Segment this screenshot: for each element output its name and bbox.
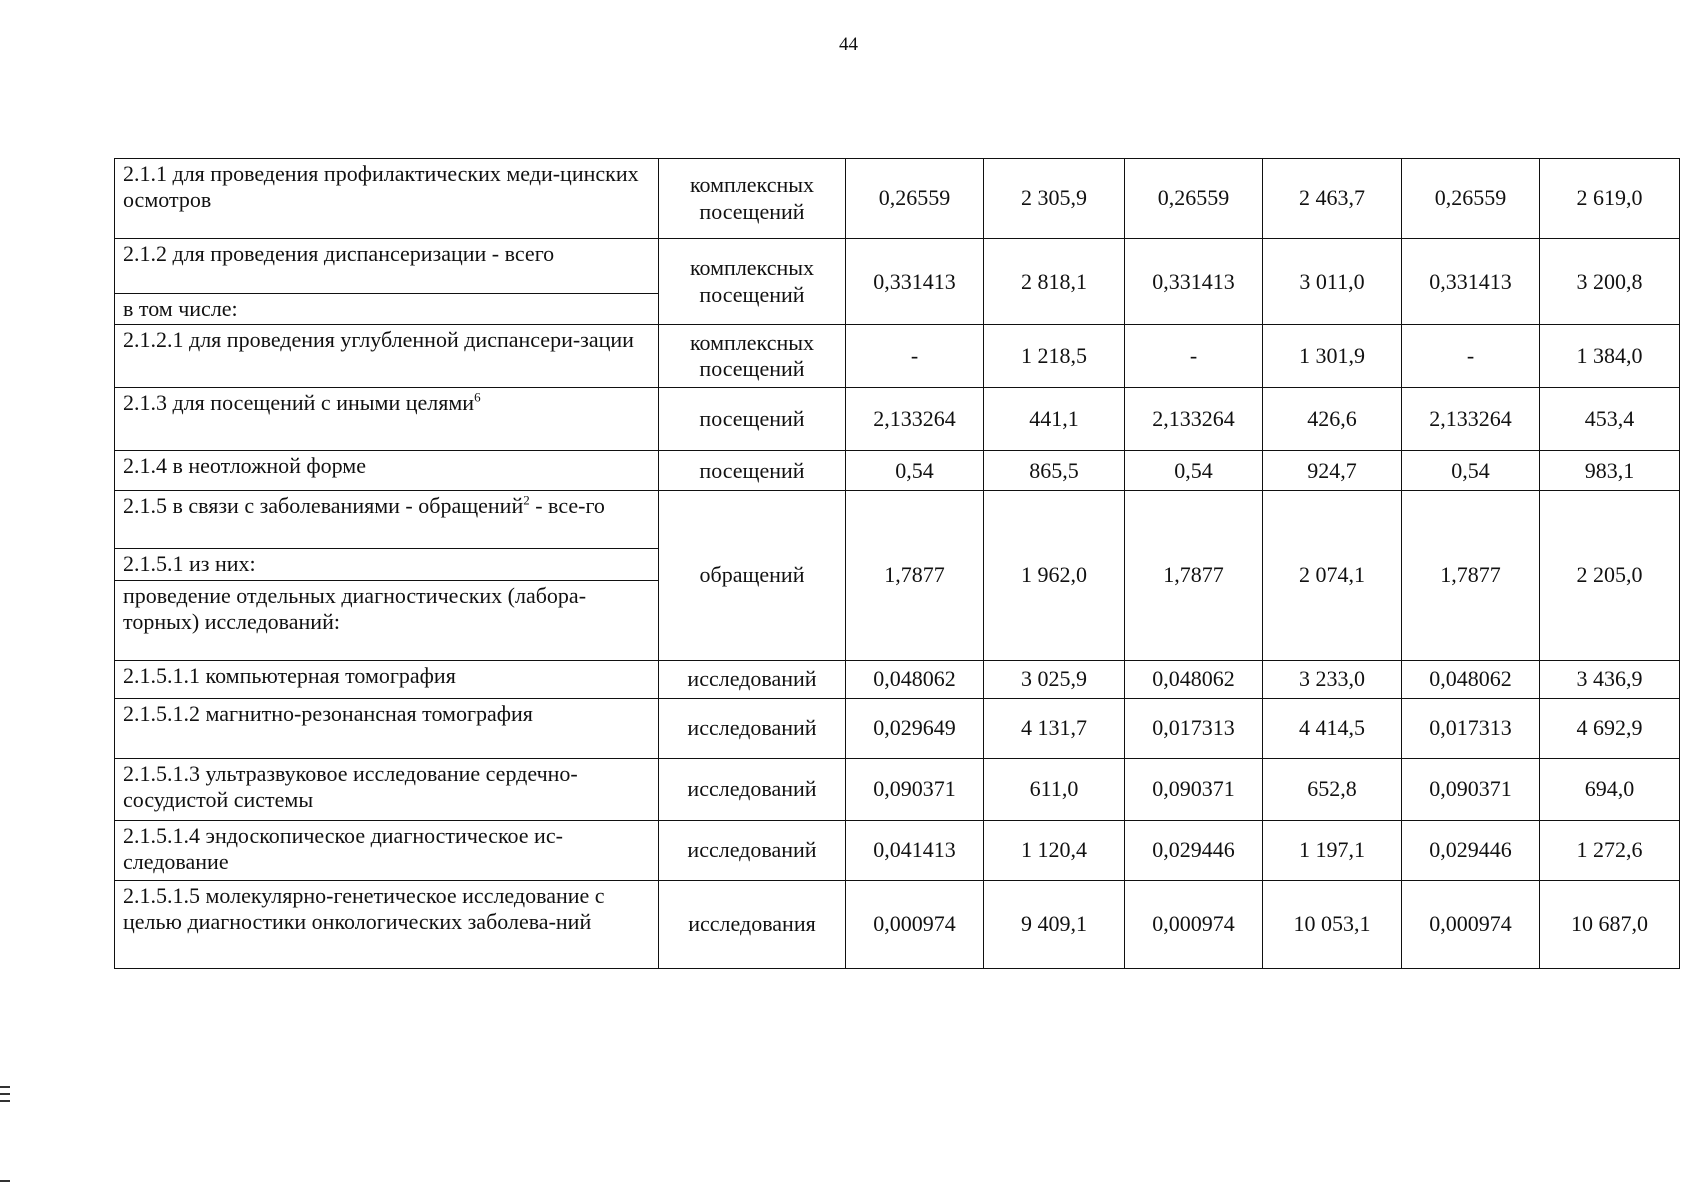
cell-value: 983,1 bbox=[1540, 451, 1680, 491]
cell-value: 3 436,9 bbox=[1540, 660, 1680, 698]
cell-value: 0,000974 bbox=[1125, 880, 1263, 968]
cell-value: 2,133264 bbox=[846, 388, 984, 451]
cell-value: 0,048062 bbox=[1402, 660, 1540, 698]
row-unit: комплексных посещений bbox=[659, 239, 846, 325]
row-name: 2.1.5.1.4 эндоскопическое диагностическое ис-следование bbox=[115, 820, 659, 880]
cell-value: 0,090371 bbox=[1402, 758, 1540, 820]
cell-value: 694,0 bbox=[1540, 758, 1680, 820]
cell-value: 2 305,9 bbox=[984, 159, 1125, 239]
cell-value: 0,331413 bbox=[1402, 239, 1540, 325]
scan-edge-mark bbox=[0, 1100, 10, 1102]
row-subheading: в том числе: bbox=[115, 294, 659, 325]
cell-value: 9 409,1 bbox=[984, 880, 1125, 968]
row-name: 2.1.5.1.5 молекулярно-генетическое исследование с целью диагностики онкологических заболева-ний bbox=[115, 880, 659, 968]
footnote-mark: 2 bbox=[523, 493, 530, 509]
cell-value: 611,0 bbox=[984, 758, 1125, 820]
cell-value: 1 218,5 bbox=[984, 325, 1125, 388]
row-name-text: 2.1.5 в связи с заболеваниями - обращений bbox=[123, 493, 524, 519]
table-row bbox=[115, 758, 1680, 820]
cell-value: - bbox=[846, 325, 984, 388]
cell-value: 2 205,0 bbox=[1540, 491, 1680, 660]
table-row bbox=[115, 325, 1680, 388]
cell-value: 1 301,9 bbox=[1263, 325, 1402, 388]
cell-value: 1 272,6 bbox=[1540, 820, 1680, 880]
cell-value: 652,8 bbox=[1263, 758, 1402, 820]
row-name bbox=[115, 491, 659, 549]
row-name: 2.1.5.1.3 ультразвуковое исследование сердечно-сосудистой системы bbox=[115, 758, 659, 820]
row-unit: исследований bbox=[659, 660, 846, 698]
page-number: 44 bbox=[839, 34, 858, 55]
row-name-text: - все-го bbox=[529, 493, 605, 519]
table-row bbox=[115, 491, 1680, 549]
row-name-text: 2.1.3 для посещений с иными целями bbox=[123, 390, 475, 416]
cell-value: 0,331413 bbox=[846, 239, 984, 325]
cell-value: 3 025,9 bbox=[984, 660, 1125, 698]
cell-value: 0,331413 bbox=[1125, 239, 1263, 325]
row-name: 2.1.1 для проведения профилактических меди-цинских осмотров bbox=[115, 159, 659, 239]
cell-value: 0,26559 bbox=[1402, 159, 1540, 239]
cell-value: 1,7877 bbox=[846, 491, 984, 660]
row-unit: комплексных посещений bbox=[659, 159, 846, 239]
table-row bbox=[115, 159, 1680, 239]
table-row bbox=[115, 820, 1680, 880]
cell-value: 426,6 bbox=[1263, 388, 1402, 451]
cell-value: 3 233,0 bbox=[1263, 660, 1402, 698]
row-name: 2.1.5.1.1 компьютерная томография bbox=[115, 660, 659, 698]
cell-value: 2,133264 bbox=[1402, 388, 1540, 451]
row-unit: посещений bbox=[659, 451, 846, 491]
cell-value: 10 053,1 bbox=[1263, 880, 1402, 968]
cell-value: 2,133264 bbox=[1125, 388, 1263, 451]
footnote-mark: 6 bbox=[474, 390, 481, 406]
cell-value: 10 687,0 bbox=[1540, 880, 1680, 968]
table-row bbox=[115, 880, 1680, 968]
cell-value: 0,000974 bbox=[1402, 880, 1540, 968]
scan-edge-mark bbox=[0, 1093, 10, 1095]
cell-value: 0,54 bbox=[1125, 451, 1263, 491]
cell-value: 1 962,0 bbox=[984, 491, 1125, 660]
cell-value: 453,4 bbox=[1540, 388, 1680, 451]
cell-value: 0,54 bbox=[846, 451, 984, 491]
cell-value: 0,029446 bbox=[1125, 820, 1263, 880]
cell-value: 4 131,7 bbox=[984, 698, 1125, 758]
table-row bbox=[115, 388, 1680, 451]
row-name: 2.1.2 для проведения диспансеризации - всего bbox=[115, 239, 659, 294]
row-unit: посещений bbox=[659, 388, 846, 451]
row-subheading: проведение отдельных диагностических (лабора-торных) исследований: bbox=[115, 580, 659, 660]
cell-value: 0,017313 bbox=[1402, 698, 1540, 758]
cell-value: 0,54 bbox=[1402, 451, 1540, 491]
cell-value: 0,000974 bbox=[846, 880, 984, 968]
scan-edge-mark bbox=[0, 1180, 10, 1182]
data-table bbox=[114, 158, 1680, 969]
cell-value: 3 011,0 bbox=[1263, 239, 1402, 325]
row-unit: комплексных посещений bbox=[659, 325, 846, 388]
row-unit: исследований bbox=[659, 820, 846, 880]
cell-value: 441,1 bbox=[984, 388, 1125, 451]
cell-value: 2 074,1 bbox=[1263, 491, 1402, 660]
cell-value: 0,090371 bbox=[1125, 758, 1263, 820]
row-name bbox=[115, 388, 659, 451]
row-unit: исследований bbox=[659, 698, 846, 758]
cell-value: 0,029649 bbox=[846, 698, 984, 758]
cell-value: 0,041413 bbox=[846, 820, 984, 880]
cell-value: 1 197,1 bbox=[1263, 820, 1402, 880]
cell-value: 0,26559 bbox=[1125, 159, 1263, 239]
cell-value: 865,5 bbox=[984, 451, 1125, 491]
row-name: 2.1.5.1.2 магнитно-резонансная томография bbox=[115, 698, 659, 758]
scan-edge-mark bbox=[0, 1086, 10, 1088]
cell-value: 2 619,0 bbox=[1540, 159, 1680, 239]
cell-value: 1,7877 bbox=[1125, 491, 1263, 660]
cell-value: 4 692,9 bbox=[1540, 698, 1680, 758]
cell-value: 2 818,1 bbox=[984, 239, 1125, 325]
cell-value: - bbox=[1125, 325, 1263, 388]
cell-value: 924,7 bbox=[1263, 451, 1402, 491]
cell-value: 0,029446 bbox=[1402, 820, 1540, 880]
cell-value: 4 414,5 bbox=[1263, 698, 1402, 758]
cell-value: 0,090371 bbox=[846, 758, 984, 820]
table-row bbox=[115, 451, 1680, 491]
cell-value: 0,048062 bbox=[846, 660, 984, 698]
row-unit: исследования bbox=[659, 880, 846, 968]
cell-value: 1 120,4 bbox=[984, 820, 1125, 880]
table-row bbox=[115, 660, 1680, 698]
cell-value: 1,7877 bbox=[1402, 491, 1540, 660]
row-subheading: 2.1.5.1 из них: bbox=[115, 549, 659, 580]
cell-value: 0,017313 bbox=[1125, 698, 1263, 758]
cell-value: 2 463,7 bbox=[1263, 159, 1402, 239]
row-unit: исследований bbox=[659, 758, 846, 820]
row-unit: обращений bbox=[659, 491, 846, 660]
cell-value: - bbox=[1402, 325, 1540, 388]
row-name: 2.1.2.1 для проведения углубленной диспансери-зации bbox=[115, 325, 659, 388]
cell-value: 3 200,8 bbox=[1540, 239, 1680, 325]
cell-value: 0,26559 bbox=[846, 159, 984, 239]
cell-value: 1 384,0 bbox=[1540, 325, 1680, 388]
table-row bbox=[115, 698, 1680, 758]
row-name: 2.1.4 в неотложной форме bbox=[115, 451, 659, 491]
cell-value: 0,048062 bbox=[1125, 660, 1263, 698]
table-row bbox=[115, 239, 1680, 294]
